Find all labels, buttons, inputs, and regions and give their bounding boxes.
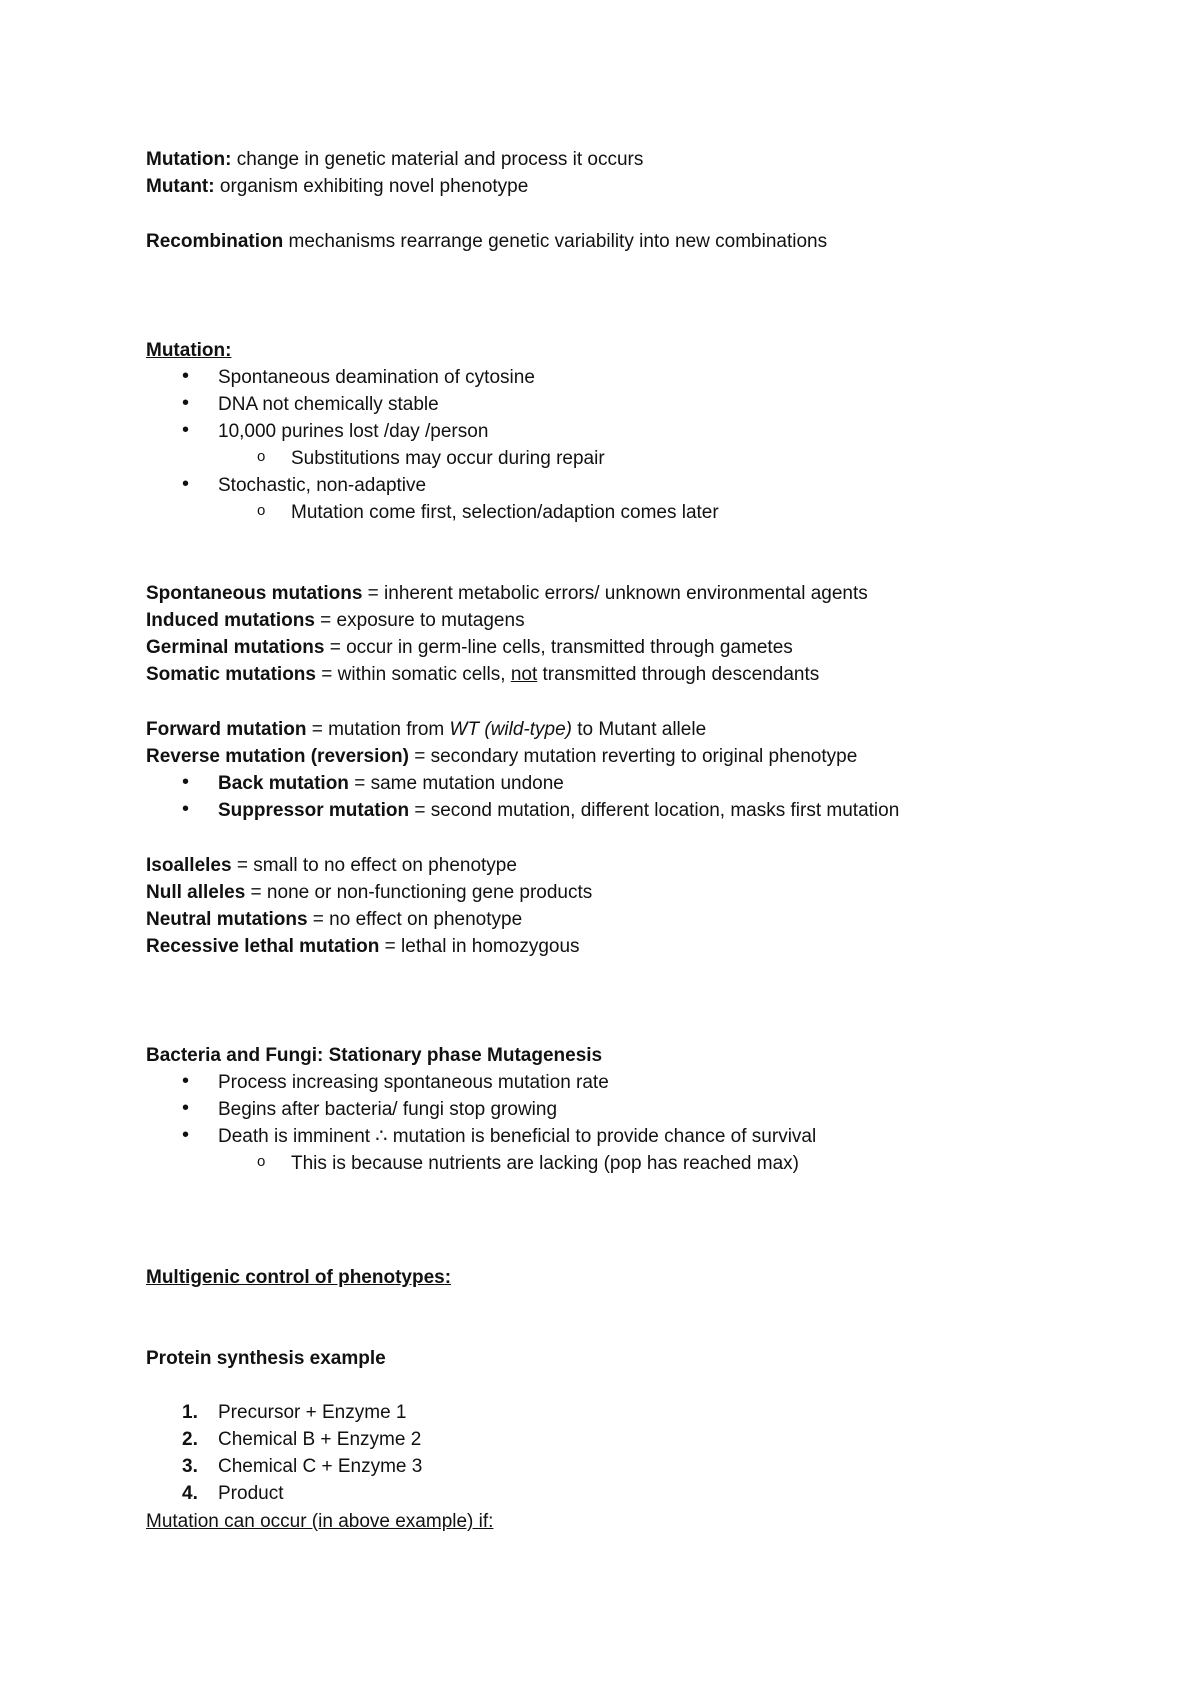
item-number: 3.: [182, 1456, 198, 1477]
definition: = none or non-functioning gene products: [245, 882, 593, 903]
definition: = small to no effect on phenotype: [231, 855, 517, 876]
definition-line: [146, 852, 517, 879]
bullet-item: • Spontaneous deamination of cytosine: [218, 364, 535, 391]
item-text: Chemical C + Enzyme 3: [218, 1456, 423, 1477]
definition: = no effect on phenotype: [307, 909, 523, 930]
bullet-item: • Stochastic, non-adaptive: [218, 472, 426, 499]
item-number: 1.: [182, 1402, 198, 1423]
definition-line: [146, 661, 819, 688]
underlined-word: not: [510, 664, 538, 685]
sub-bullet-item: o This is because nutrients are lacking (pop has reached max): [291, 1150, 799, 1177]
bullet-item: • Death is imminent ∴ mutation is beneficial to provide chance of survival: [218, 1123, 816, 1150]
bullet-item: [218, 797, 899, 824]
closing-line: Mutation can occur (in above example) if:: [146, 1511, 494, 1532]
definition: = same mutation undone: [348, 773, 564, 794]
definition: = exposure to mutagens: [314, 610, 525, 631]
sub-bullet-item: o Substitutions may occur during repair: [291, 445, 605, 472]
definition: = secondary mutation reverting to original phenotype: [408, 746, 858, 767]
definition-line: [146, 743, 857, 770]
section-heading-mutation: Mutation:: [146, 340, 232, 361]
bullet-item: • DNA not chemically stable: [218, 391, 439, 418]
definition: = second mutation, different location, masks first mutation: [409, 800, 900, 821]
definition-line: [146, 607, 525, 634]
term: Isoalleles: [146, 855, 232, 876]
definition-line: [146, 879, 592, 906]
definition-line: [146, 906, 522, 933]
definition: = mutation from: [306, 719, 450, 740]
item-number: 4.: [182, 1483, 198, 1504]
definition: = inherent metabolic errors/ unknown environmental agents: [362, 583, 868, 604]
definition-continued: transmitted through descendants: [537, 664, 820, 685]
term: Back mutation: [218, 773, 349, 794]
item-text: Precursor + Enzyme 1: [218, 1402, 407, 1423]
italic-phrase: WT (wild-type): [449, 719, 572, 740]
section-heading-bacteria: Bacteria and Fungi: Stationary phase Mutagenesis: [146, 1045, 603, 1066]
term: Reverse mutation (reversion): [146, 746, 409, 767]
term: Recombination: [146, 231, 284, 252]
term: Mutant:: [146, 176, 215, 197]
term: Neutral mutations: [146, 909, 308, 930]
numbered-item: [182, 1426, 422, 1453]
item-text: Product: [218, 1483, 284, 1504]
definition-line: [146, 173, 528, 200]
term: Spontaneous mutations: [146, 583, 363, 604]
definition-line: [146, 716, 706, 743]
section-heading-protein-synthesis: Protein synthesis example: [146, 1348, 386, 1369]
definition: mechanisms rearrange genetic variability into new combinations: [283, 231, 828, 252]
term: Suppressor mutation: [218, 800, 410, 821]
recombination-line: [146, 228, 827, 255]
item-text: Chemical B + Enzyme 2: [218, 1429, 422, 1450]
item-number: 2.: [182, 1429, 198, 1450]
sub-bullet-item: o Mutation come first, selection/adaption comes later: [291, 499, 719, 526]
term: Recessive lethal mutation: [146, 936, 380, 957]
definition: = lethal in homozygous: [379, 936, 580, 957]
definition: = occur in germ-line cells, transmitted through gametes: [324, 637, 793, 658]
numbered-item: [182, 1480, 284, 1507]
term: Forward mutation: [146, 719, 307, 740]
numbered-item: [182, 1453, 423, 1480]
bullet-item: [218, 770, 564, 797]
definition-line: [146, 580, 868, 607]
definition-line: [146, 146, 643, 173]
definition: change in genetic material and process it occurs: [231, 149, 644, 170]
bullet-item: • 10,000 purines lost /day /person: [218, 418, 488, 445]
term: Induced mutations: [146, 610, 315, 631]
definition-line: [146, 933, 580, 960]
section-heading-multigenic: Multigenic control of phenotypes:: [146, 1267, 452, 1288]
bullet-item: • Process increasing spontaneous mutation rate: [218, 1069, 609, 1096]
numbered-item: [182, 1399, 407, 1426]
definition-line: [146, 634, 793, 661]
term: Germinal mutations: [146, 637, 325, 658]
bullet-item: • Begins after bacteria/ fungi stop growing: [218, 1096, 557, 1123]
term: Null alleles: [146, 882, 246, 903]
definition-continued: to Mutant allele: [572, 719, 707, 740]
term: Mutation:: [146, 149, 232, 170]
term: Somatic mutations: [146, 664, 316, 685]
definition: = within somatic cells,: [315, 664, 511, 685]
definition: organism exhibiting novel phenotype: [214, 176, 529, 197]
